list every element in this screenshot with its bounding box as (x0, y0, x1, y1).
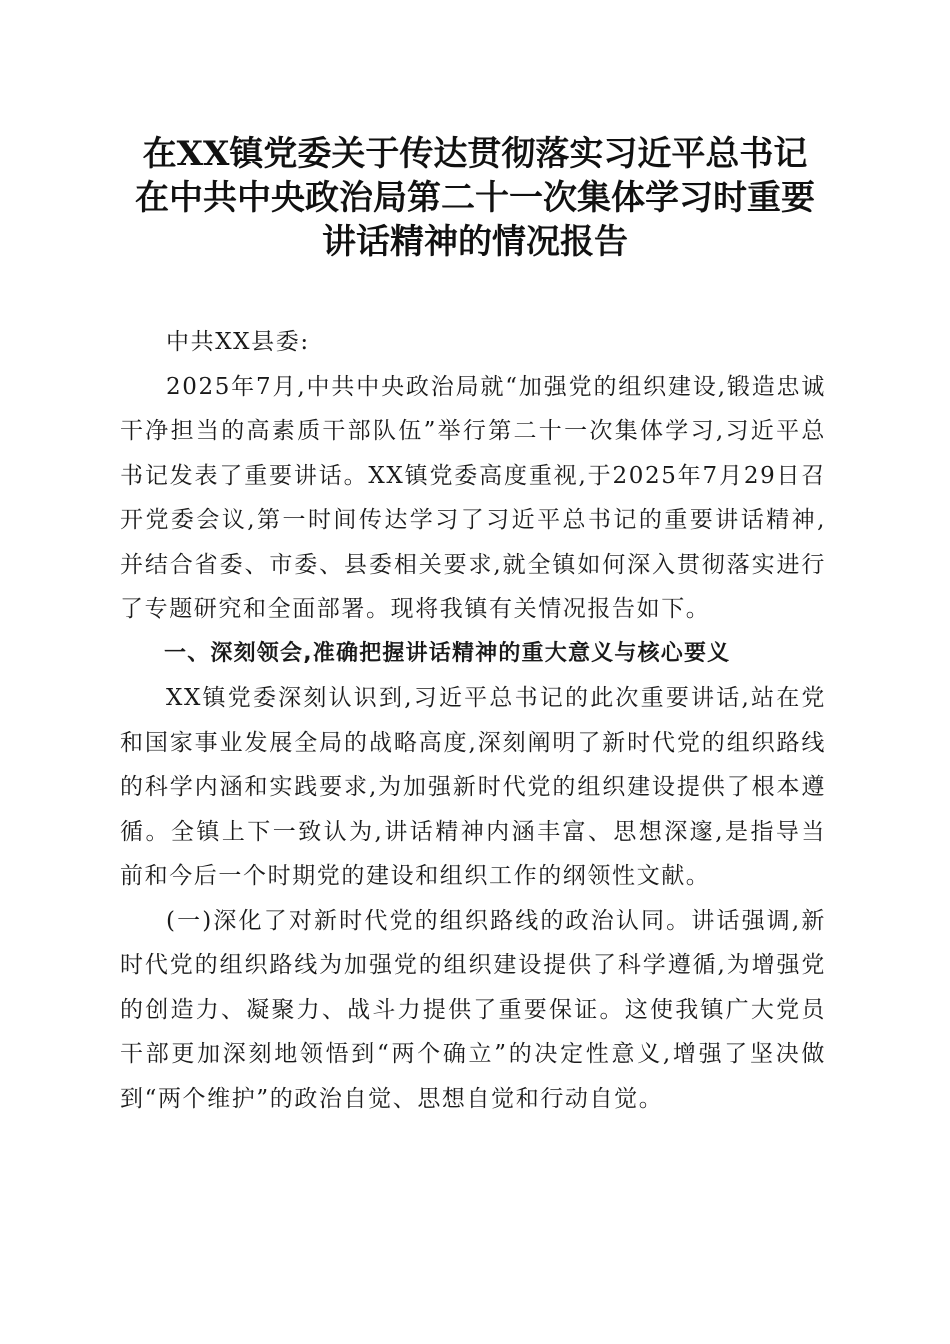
intro-paragraph: 2025年7月,中共中央政治局就“加强党的组织建设,锻造忠诚干净担当的高素质干部队伍”举行第二十一次集体学习,习近平总书记发表了重要讲话。XX镇党委高度重视,于2025年7月29日召开党委会议,第一时间传达学习了习近平总书记的重要讲话精神,并结合省委、市委、县委相关要求,就全镇如何深入贯彻落实进行了专题研究和全面部署。现将我镇有关情况报告如下。 (120, 373, 826, 622)
subsection-1-paragraph: (一)深化了对新时代党的组织路线的政治认同。讲话强调,新时代党的组织路线为加强党的组织建设提供了科学遵循,为增强党的创造力、凝聚力、战斗力提供了重要保证。这使我镇广大党员干部更加深刻地领悟到“两个确立”的决定性意义,增强了坚决做到“两个维护”的政治自觉、思想自觉和行动自觉。 (120, 907, 826, 1112)
salutation: 中共XX县委: (166, 329, 310, 355)
document-body (120, 320, 826, 1121)
section-heading-1: 一、深刻领会,准确把握讲话精神的重大意义与核心要义 (164, 640, 731, 666)
title-line-3: 讲话精神的情况报告 (322, 222, 628, 262)
section-1-paragraph: XX镇党委深刻认识到,习近平总书记的此次重要讲话,站在党和国家事业发展全局的战略高度,深刻阐明了新时代党的组织路线的科学内涵和实践要求,为加强新时代党的组织建设提供了根本遵循。全镇上下一致认为,讲话精神内涵丰富、思想深邃,是指导当前和今后一个时期党的建设和组织工作的纲领性文献。 (120, 685, 826, 889)
title-line-2: 在中共中央政治局第二十一次集体学习时重要 (135, 178, 815, 218)
document-title (110, 132, 840, 264)
title-line-1: 在XX镇党委关于传达贯彻落实习近平总书记 (142, 134, 808, 174)
